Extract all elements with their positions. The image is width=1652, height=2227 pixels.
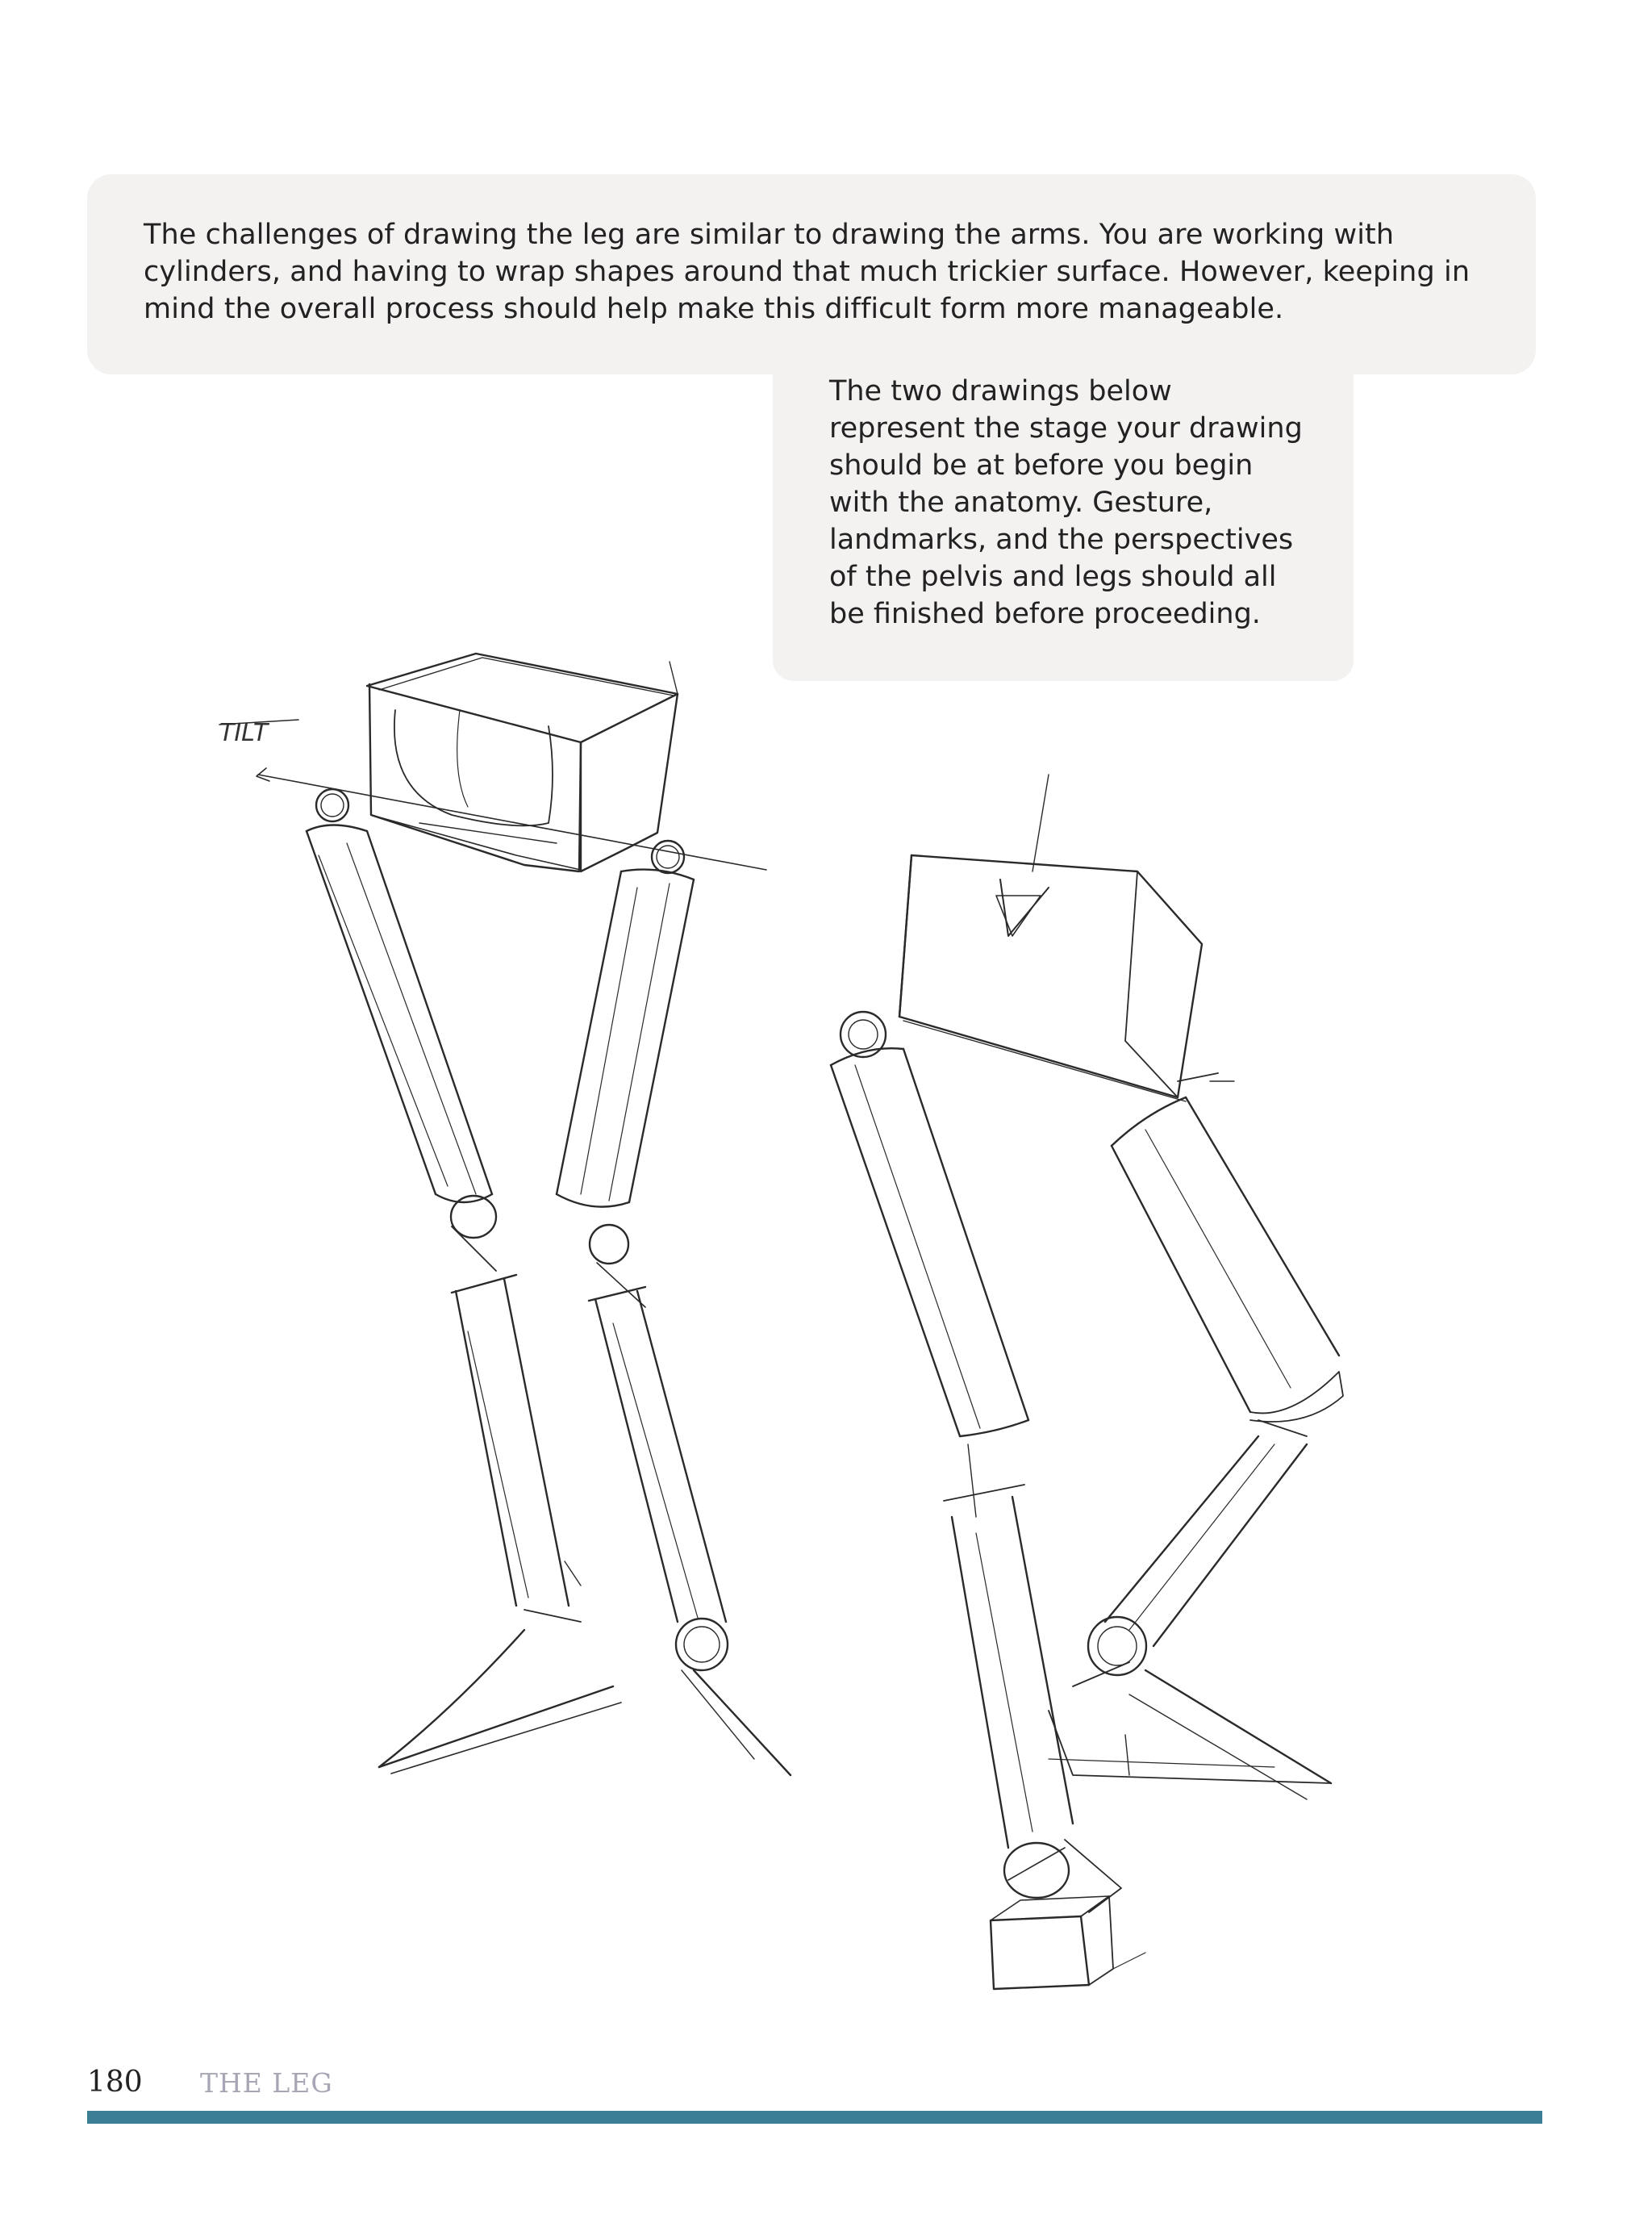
left-legs-sketch [219,654,791,1775]
section-title: THE LEG [200,2067,333,2099]
right-legs-sketch [831,775,1343,1989]
tilt-annotation: TILT [219,719,269,747]
footer-rule [87,2111,1542,2124]
intro-paragraph: The challenges of drawing the leg are similar to drawing the arms. You are working with cylinders, and having to wrap shapes around that much trickier surface. However, keeping in mind the overall process should help make this difficult form more manageable. [144,219,1471,325]
page-number: 180 [87,2066,143,2099]
side-note-paragraph: The two drawings below represent the stage your drawing should be at before you begin with the anatomy. Gesture, landmarks, and the perspectives of the pelvis and legs should all be finished before proceeding. [829,375,1303,630]
